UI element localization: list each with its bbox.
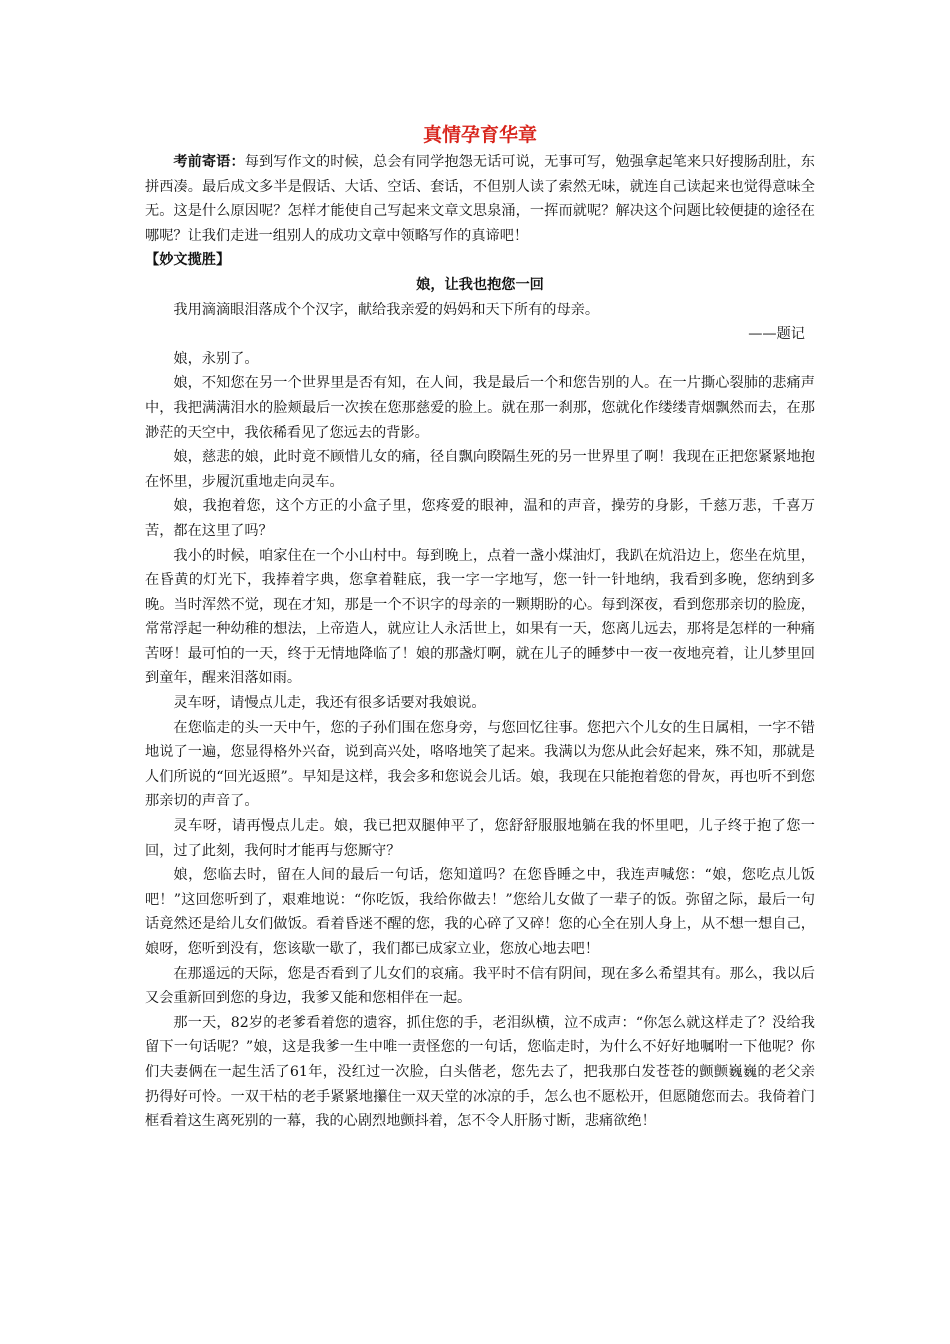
dedication-signature: ——题记 bbox=[748, 326, 805, 343]
article-paragraph: 娘，永别了。 bbox=[173, 350, 259, 367]
article-paragraph: 我小的时候，咱家住在一个小山村中。每到晚上，点着一盏小煤油灯，我趴在炕沿边上，您坐在炕里，在昏黄的灯光下，我捧着字典，您拿着鞋底，我一字一字地写，您一针一针地纳，我看到多晚，您纳到多晚。当时浑然不觉，现在才知，那是一个不识字的母亲的一颗期盼的心。每到深夜，看到您那亲切的脸庞，常常浮起一种幼稚的想法，上帝造人，就应让人永活世上，如果有一天，您离儿远去，那将是怎样的一种痛苦呀！最可怕的一天，终于无情地降临了！娘的那盏灯啊，就在儿子的睡梦中一夜一夜地亮着，让儿梦里回到童年，醒来泪落如雨。 bbox=[145, 547, 815, 687]
article-paragraph: 那一天，82岁的老爹看着您的遗容，抓住您的手，老泪纵横，泣不成声：“你怎么就这样走了？没给我留下一句话呢？”娘，这是我爹一生中唯一责怪您的一句话，您临走时，为什么不好好地嘱咐一下他呢？你们夫妻俩在一起生活了61年，没红过一次脸，白头偕老，您先去了，把我那白发苍苍的颤颤巍巍的老父亲扔得好可怜。一双干枯的老手紧紧地攥住一双天堂的冰凉的手，怎么也不愿松开，但愿随您而去。我倚着门框看着这生离死别的一幕，我的心剧烈地颤抖着，怎不令人肝肠寸断，悲痛欲绝！ bbox=[145, 1014, 815, 1130]
intro-colon: ： bbox=[230, 154, 245, 170]
article-title: 娘，让我也抱您一回 bbox=[416, 276, 544, 293]
article-paragraph: 灵车呀，请再慢点儿走。娘，我已把双腿伸平了，您舒舒服服地躺在我的怀里吧，儿子终于抱了您一回，过了此刻，我何时才能再与您厮守？ bbox=[145, 818, 815, 859]
article-dedication: 我用滴滴眼泪落成个个汉字，献给我亲爱的妈妈和天下所有的母亲。 bbox=[173, 301, 600, 318]
article-paragraph: 娘，我抱着您，这个方正的小盒子里，您疼爱的眼神，温和的声音，操劳的身影，千慈万悲，千喜万苦，都在这里了吗？ bbox=[145, 498, 815, 539]
article-paragraph: 在那遥远的天际，您是否看到了儿女们的哀痛。我平时不信有阴间，现在多么希望其有。那么，我以后又会重新回到您的身边，我爹又能和您相伴在一起。 bbox=[145, 965, 815, 1007]
section-heading: 【妙文揽胜】 bbox=[145, 252, 231, 269]
intro-paragraph bbox=[145, 150, 815, 248]
intro-text: 每到写作文的时候，总会有同学抱怨无话可说，无事可写，勉强拿起笔来只好搜肠刮肚，东拼西凑。最后成文多半是假话、大话、空话、套话，不但别人读了索然无味，就连自己读起来也觉得意味全无。这是什么原因呢？怎样才能使自己写起来文章文思泉涌，一挥而就呢？解决这个问题比较便捷的途径在哪呢？让我们走进一组别人的成功文章中领略写作的真谛吧！ bbox=[145, 154, 815, 244]
page-title: 真情孕育华章 bbox=[422, 124, 537, 146]
document-page bbox=[145, 120, 815, 1134]
article-paragraph: 娘，不知您在另一个世界里是否有知，在人间，我是最后一个和您告别的人。在一片撕心裂肺的悲痛声中，我把满满泪水的脸颊最后一次挨在您那慈爱的脸上。就在那一刹那，您就化作缕缕青烟飘然而去，在那渺茫的天空中，我依稀看见了您远去的背影。 bbox=[145, 375, 815, 441]
article-paragraph: 灵车呀，请慢点儿走，我还有很多话要对我娘说。 bbox=[173, 695, 486, 712]
intro-label: 考前寄语 bbox=[173, 154, 231, 170]
article-paragraph: 娘，您临去时，留在人间的最后一句话，您知道吗？在您昏睡之中，我连声喊您：“娘，您吃点儿饭吧！”这回您听到了，艰难地说：“你吃饭，我给你做去！”您给儿女做了一辈子的饭。弥留之际，最后一句话竟然还是给儿女们做饭。看着昏迷不醒的您，我的心碎了又碎！您的心全在别人身上，从不想一想自己，娘呀，您听到没有，您该歇一歇了，我们都已成家立业，您放心地去吧！ bbox=[145, 867, 815, 957]
article-paragraph: 在您临走的头一天中午，您的子孙们围在您身旁，与您回忆往事。您把六个儿女的生日属相，一字不错地说了一遍，您显得格外兴奋，说到高兴处，咯咯地笑了起来。我满以为您从此会好起来，殊不知，那就是人们所说的“回光返照”。早知是这样，我会多和您说会儿话。娘，我现在只能抱着您的骨灰，再也听不到您那亲切的声音了。 bbox=[145, 719, 815, 810]
article-paragraph: 娘，慈悲的娘，此时竟不顾惜儿女的痛，径自飘向睽隔生死的另一世界里了啊！我现在正把您紧紧地抱在怀里，步履沉重地走向灵车。 bbox=[145, 449, 815, 490]
